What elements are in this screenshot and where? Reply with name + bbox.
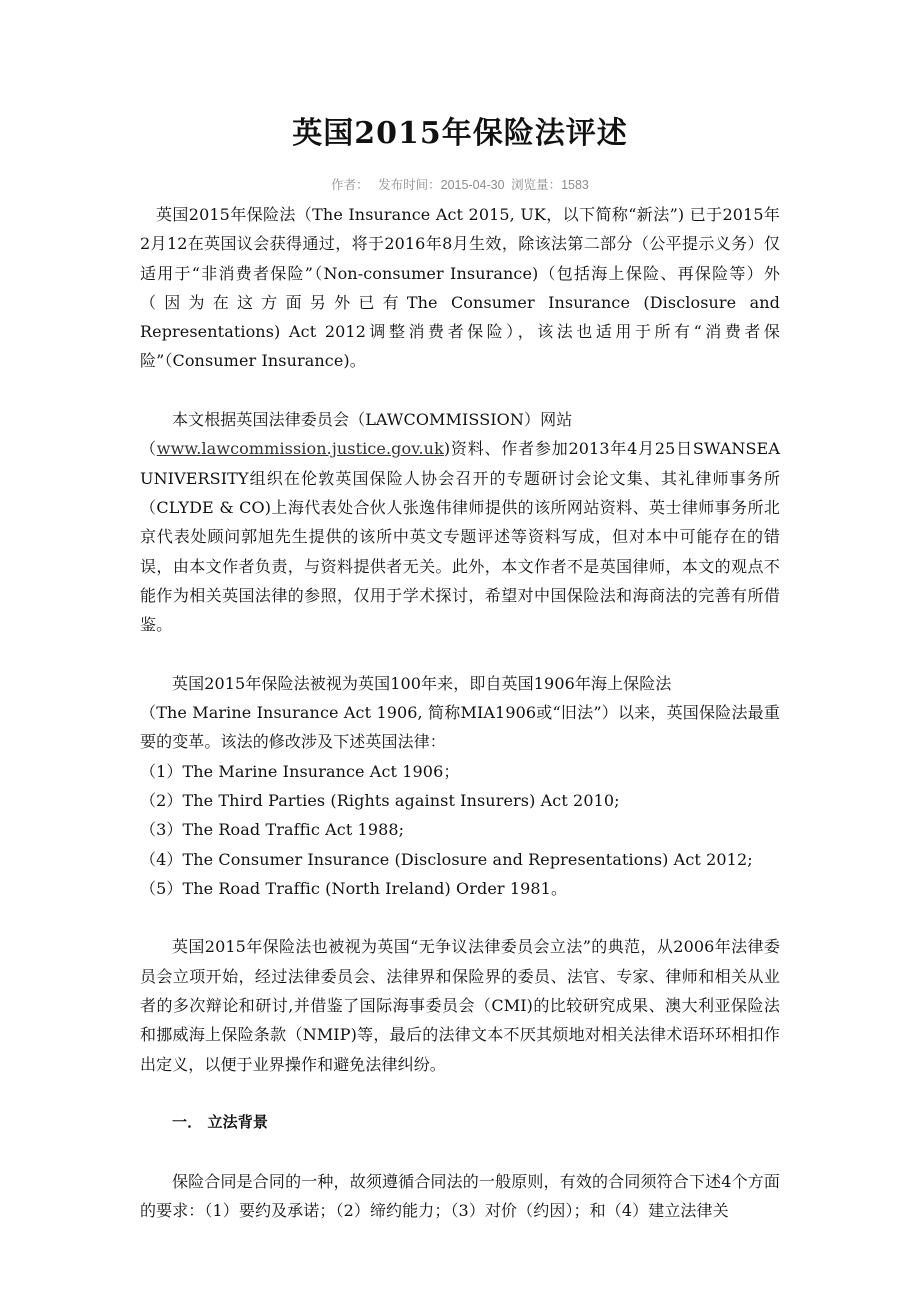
- spacer: [140, 639, 780, 668]
- law-list-item-2: （2）The Third Parties (Rights against Insurers) Act 2010;: [140, 790, 620, 810]
- published-info: [378, 178, 504, 192]
- paragraph-law-commission: 英国2015年保险法也被视为英国“无争议法律委员会立法”的典范，从2006年法律委员会立项开始，经过法律委员会、法律界和保险界的委员、法官、专家、律师和相关从业者的多次辩论和研讨,并借鉴了国际海事委员会（CMI)的比较研究成果、澳大利亚保险法和挪威海上保险条款（NMIP)等，最后的法律文本不厌其烦地对相关法律术语环环相扣作出定义，以便于业界操作和避免法律纠纷。: [140, 937, 780, 1074]
- spacer: [140, 376, 780, 405]
- paragraph-significance: （The Marine Insurance Act 1906, 简称MIA1906或“旧法”）以来，英国保险法最重要的变革。该法的修改涉及下述英国法律：: [140, 703, 780, 752]
- paragraph-sources-line1: 本文根据英国法律委员会（LAWCOMMISSION）网站: [172, 410, 573, 430]
- views-count: 1583: [561, 178, 589, 192]
- spacer: [140, 903, 780, 932]
- paragraph-sources-rest: )资料、作者参加2013年4月25日SWANSEA UNIVERSITY组织在伦敦英国保险人协会召开的专题研讨会论文集、其礼律师事务所（CLYDE & CO)上海代表处合伙人张逸伟律师提供的该所网站资料、英士律师事务所北京代表处顾问郭旭先生提供的该所中英文专题评述等资料写成，但对本中可能存在的错误，由本文作者负责，与资料提供者无关。此外，本文作者不是英国律师，本文的观点不能作为相关英国法律的参照，仅用于学术探讨，希望对中国保险法和海商法的完善有所借鉴。: [140, 439, 780, 635]
- spacer: [140, 1079, 780, 1108]
- law-list-item-1: （1）The Marine Insurance Act 1906；: [140, 761, 460, 781]
- section-heading-background: 一． 立法背景: [172, 1113, 268, 1132]
- law-list-item-3: （3）The Road Traffic Act 1988;: [140, 820, 405, 840]
- lawcommission-link[interactable]: www.lawcommission.justice.gov.uk: [156, 439, 444, 459]
- views-info: [511, 178, 589, 192]
- paragraph-intro: 英国2015年保险法（The Insurance Act 2015, UK，以下简称“新法”) 已于2015年2月12在英国议会获得通过，将于2016年8月生效，除该法第二部分（公平提示义务）仅适用于“非消费者保险”（Non-consumer Insurance)（包括海上保险、再保险等）外（因为在这方面另外已有The Consumer Insurance (Disclosure and Representations) Act 2012调整消费者保险），该法也适用于所有“消费者保险”（Consumer Insurance)。: [140, 205, 780, 371]
- article-body: [140, 200, 780, 1225]
- link-paren: （: [140, 439, 157, 459]
- article-meta: [140, 175, 780, 195]
- paragraph-significance-line1: 英国2015年保险法被视为英国100年来，即自英国1906年海上保险法: [172, 673, 672, 693]
- law-list-item-4: （4）The Consumer Insurance (Disclosure and Representations) Act 2012;: [140, 849, 753, 869]
- published-label: 发布时间：: [378, 178, 441, 192]
- published-date: 2015-04-30: [440, 178, 505, 192]
- article-title: 英国2015年保险法评述: [292, 116, 628, 151]
- paragraph-contract-requirements: 保险合同是合同的一种，故须遵循合同法的一般原则，有效的合同须符合下述4个方面的要求：（1）要约及承诺；（2）缔约能力；（3）对价（约因）；和（4）建立法律关: [140, 1171, 780, 1221]
- views-label: 浏览量：: [511, 178, 562, 192]
- paragraph-sources: [140, 434, 780, 639]
- author-label: 作者：: [331, 178, 369, 192]
- spacer: [140, 1138, 780, 1167]
- law-list-item-5: （5）The Road Traffic (North Ireland) Order 1981。: [140, 878, 568, 898]
